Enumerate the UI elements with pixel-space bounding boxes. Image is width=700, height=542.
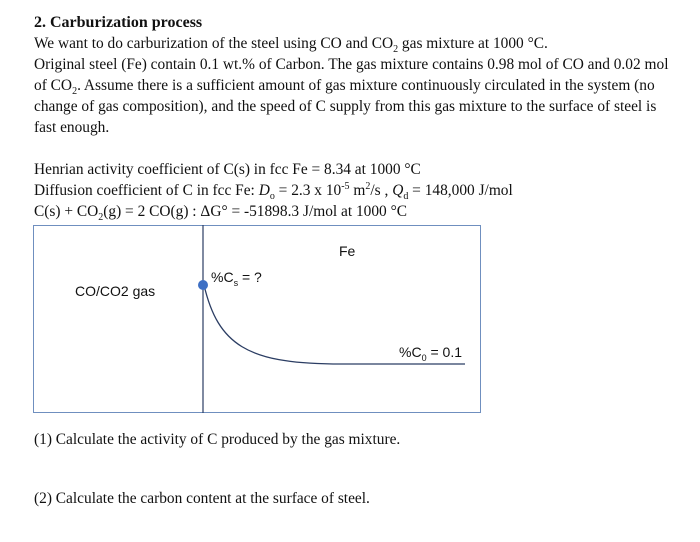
reaction-text-a: C(s) + CO <box>34 203 99 220</box>
description-subscript: 2 <box>72 86 78 98</box>
surface-label-post: = ? <box>238 269 262 285</box>
bulk-concentration-label <box>399 344 462 363</box>
fe-region-label: Fe <box>339 243 356 259</box>
diffusion-text-e: /s , <box>370 182 393 199</box>
description-text-1: Original steel (Fe) contain 0.1 wt.% of Carbon. The gas mixture contains 0.98 mol of CO and 0.02 mol of CO <box>34 56 669 94</box>
question-2: (2) Calculate the carbon content at the surface of steel. <box>34 490 370 507</box>
intro-text-2: gas mixture at 1000 °C. <box>398 35 548 52</box>
reaction-subscript: 2 <box>98 212 104 224</box>
reaction-line <box>34 201 674 222</box>
diffusion-coefficient-line <box>34 180 674 201</box>
diffusion-text-a: Diffusion coefficient of C in fcc Fe: <box>34 182 259 199</box>
diffusion-text-c: m <box>349 182 366 199</box>
intro-subscript: 2 <box>393 44 399 56</box>
activation-symbol: Q <box>392 182 404 199</box>
diffusion-symbol: D <box>258 182 270 199</box>
surface-label-pre: %C <box>211 269 234 285</box>
carburization-diagram <box>33 225 481 413</box>
diagram-graphic <box>33 225 481 413</box>
reaction-text-b: (g) = 2 CO(g) : ΔG° = -51898.3 J/mol at 1000 °C <box>103 203 408 220</box>
diffusion-exponent: -5 <box>341 180 350 192</box>
description-paragraph <box>34 54 674 138</box>
activation-text: = 148,000 J/mol <box>408 182 513 199</box>
surface-concentration-label <box>211 269 262 288</box>
problem-text <box>34 12 674 222</box>
description-text-2: . Assume there is a sufficient amount of gas mixture continuously circulated in the system (no change of gas composition), and the speed of C supply from this gas mixture to the surface of steel is fast enough. <box>34 77 657 136</box>
intro-line <box>34 33 674 54</box>
surface-point-marker <box>198 280 208 290</box>
gas-region-label: CO/CO2 gas <box>75 283 156 299</box>
activation-symbol-sub: d <box>403 191 409 203</box>
bulk-label-post: = 0.1 <box>426 344 462 360</box>
diffusion-square: 2 <box>365 180 371 192</box>
surface-label-sub: s <box>233 277 239 288</box>
bulk-label-sub: 0 <box>421 352 427 363</box>
intro-text-1: We want to do carburization of the steel using CO and CO <box>34 35 394 52</box>
bulk-label-pre: %C <box>399 344 422 360</box>
diffusion-text-b: = 2.3 x 10 <box>274 182 342 199</box>
diagram-border <box>34 226 481 413</box>
problem-heading: 2. Carburization process <box>34 14 203 31</box>
question-1: (1) Calculate the activity of C produced by the gas mixture. <box>34 431 401 448</box>
diffusion-symbol-sub: o <box>269 191 275 203</box>
henrian-coefficient-line: Henrian activity coefficient of C(s) in fcc Fe = 8.34 at 1000 °C <box>34 161 421 178</box>
